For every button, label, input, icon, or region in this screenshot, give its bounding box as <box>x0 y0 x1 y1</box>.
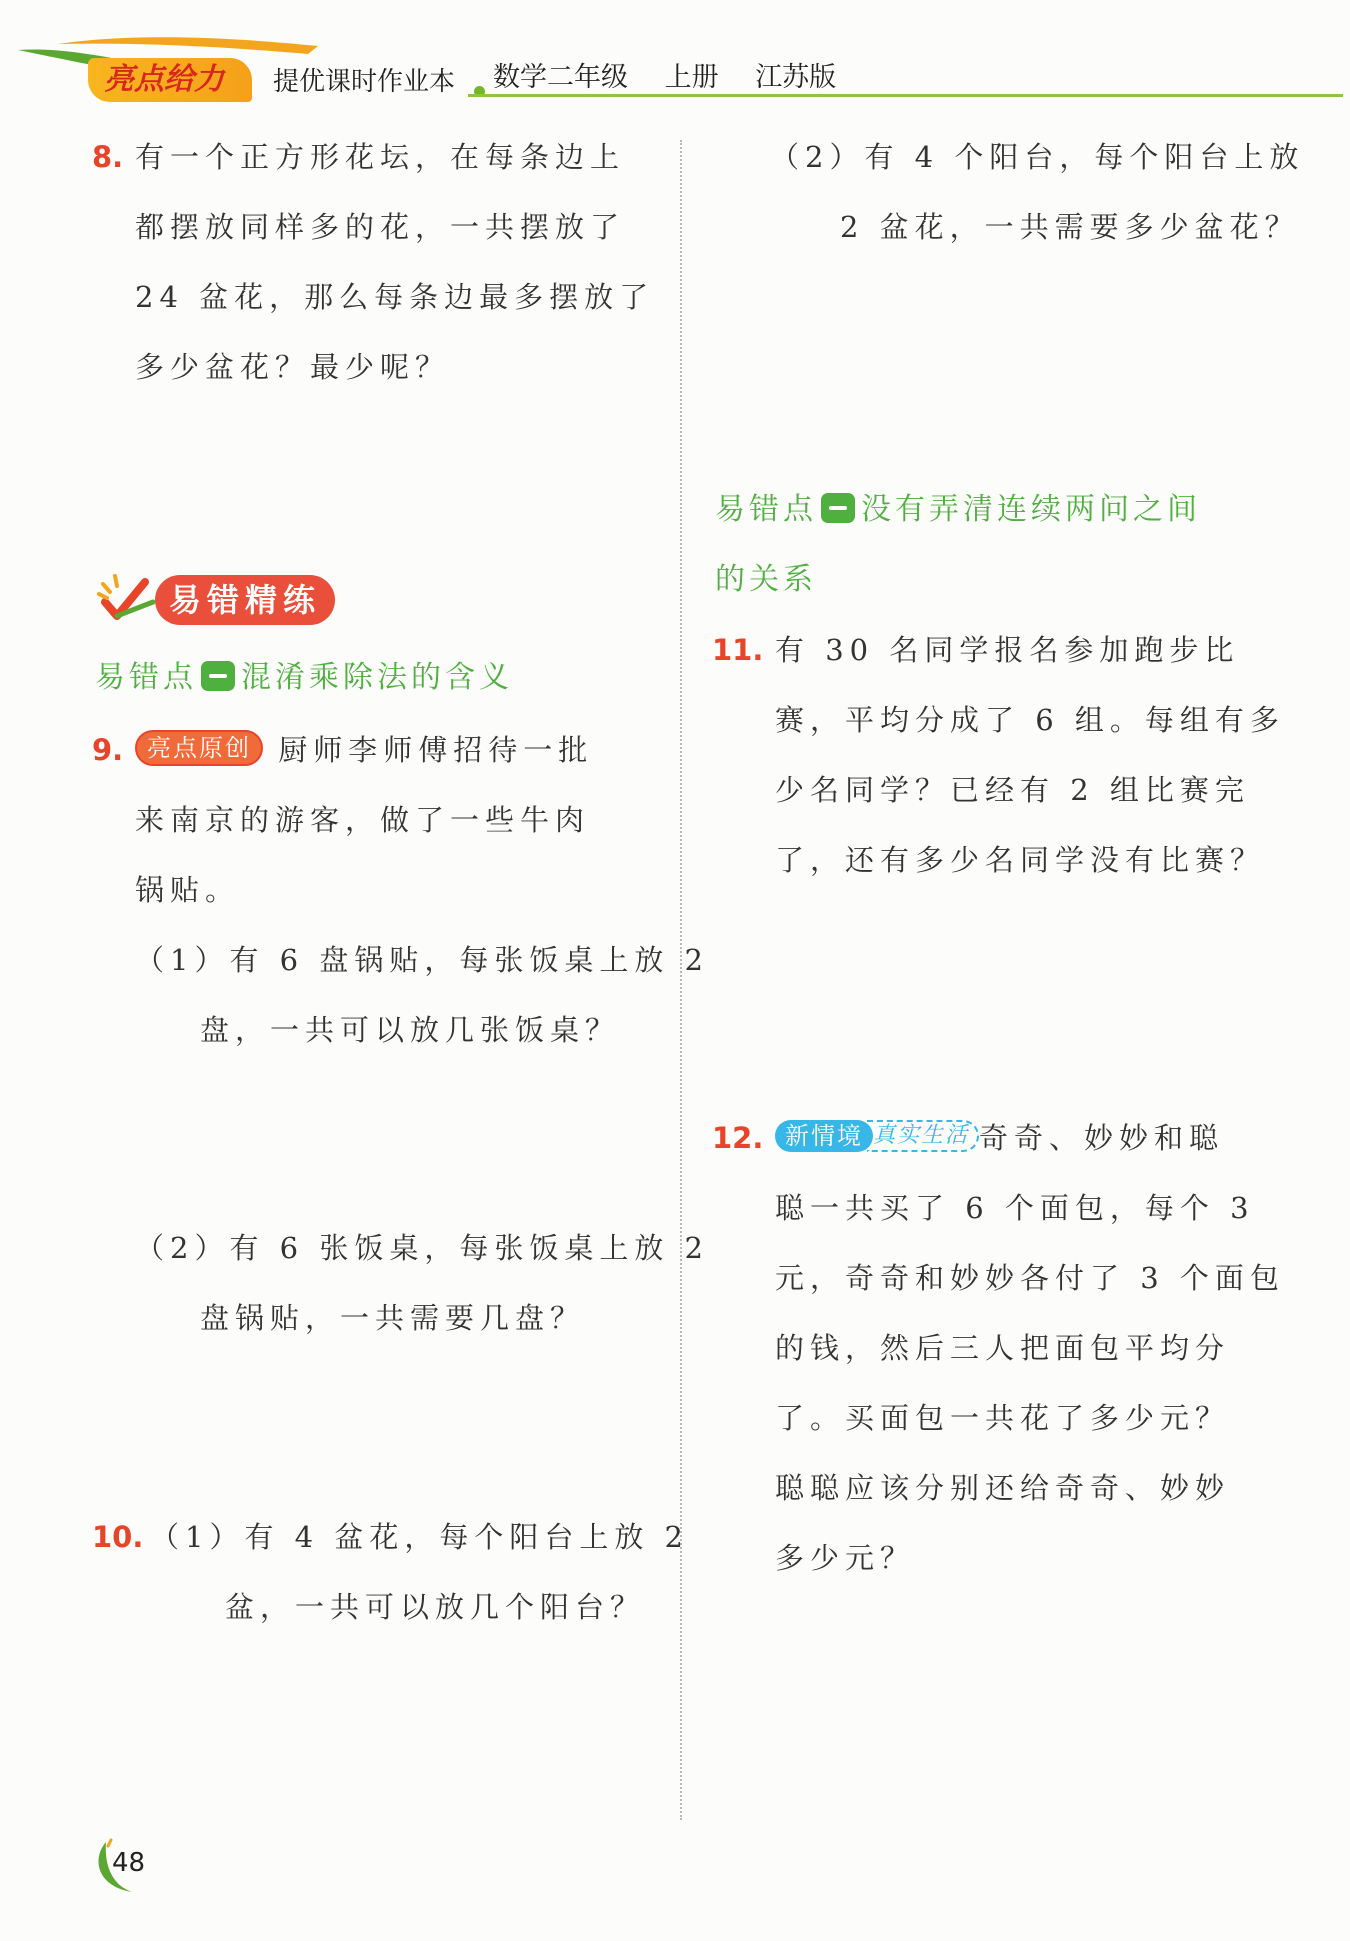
book-info <box>493 56 864 100</box>
q11-line-3: 少名同学？已经有 2 组比赛完 <box>775 773 1250 807</box>
question-number-8: 8. <box>92 140 124 174</box>
q9-part2-line-1: （2）有 6 张饭桌，每张饭桌上放 2 <box>135 1231 710 1265</box>
q9-part1-line-2: 盘，一共可以放几张饭桌？ <box>200 1013 621 1047</box>
q9-part2-line-2: 盘锅贴，一共需要几盘？ <box>200 1301 586 1335</box>
error-point-text: 混淆乘除法的含义 <box>241 660 513 695</box>
q9-line-3: 锅贴。 <box>135 873 241 907</box>
q12-line-6: 聪聪应该分别还给奇奇、妙妙 <box>775 1471 1231 1505</box>
page-header <box>18 36 1343 106</box>
question-number-11: 11. <box>712 633 764 667</box>
q12-line-7: 多少元？ <box>775 1541 916 1575</box>
q8-line-2: 都摆放同样多的花，一共摆放了 <box>135 210 626 244</box>
number-two-tag-icon <box>821 493 855 523</box>
q12-line-1 <box>775 1103 1224 1173</box>
q12-line-5: 了。买面包一共花了多少元？ <box>775 1401 1231 1435</box>
error-point-2-text: 没有弄清连续两问之间 <box>861 492 1201 527</box>
q10-part1-line-2: 盆，一共可以放几个阳台？ <box>225 1590 646 1624</box>
question-number-12: 12. <box>712 1121 764 1155</box>
q9-line-2: 来南京的游客，做了一些牛肉 <box>135 803 591 837</box>
q8-line-4: 多少盆花？最少呢？ <box>135 350 451 384</box>
q9-line-1 <box>135 715 593 785</box>
q10-part1-line-1: （1）有 4 盆花，每个阳台上放 2 <box>150 1520 690 1554</box>
error-point-prefix: 易错点 <box>95 660 197 695</box>
error-point-2-prefix: 易错点 <box>715 492 817 527</box>
subject-grade: 数学二年级 <box>493 62 628 93</box>
q10-part2-line-2: 2 盆花，一共需要多少盆花？ <box>840 210 1300 244</box>
q12-line-1-text: 奇奇、妙妙和聪 <box>979 1121 1225 1155</box>
brand-subtitle: 提优课时作业本 <box>273 67 456 97</box>
q12-line-4: 的钱，然后三人把面包平均分 <box>775 1331 1231 1365</box>
page-number: 48 <box>112 1848 146 1878</box>
q12-line-3: 元，奇奇和妙妙各付了 3 个面包 <box>775 1261 1285 1295</box>
q9-part1-line-1: （1）有 6 盘锅贴，每张饭桌上放 2 <box>135 943 710 977</box>
question-number-10: 10. <box>92 1520 144 1554</box>
q11-line-2: 赛，平均分成了 6 组。每组有多 <box>775 703 1285 737</box>
q11-line-1: 有 30 名同学报名参加跑步比 <box>775 633 1240 667</box>
volume: 上册 <box>664 62 719 93</box>
brand-logo: 亮点给力 <box>88 58 252 102</box>
question-number-9: 9. <box>92 733 124 767</box>
q10-part2-line-1: （2）有 4 个阳台，每个阳台上放 <box>770 140 1305 174</box>
q8-line-1: 有一个正方形花坛，在每条边上 <box>135 140 626 174</box>
error-point-2-text-cont: 的关系 <box>715 562 817 597</box>
error-point-1 <box>95 643 513 713</box>
q9-line-1-text: 厨师李师傅招待一批 <box>278 733 594 767</box>
q8-line-3: 24 盆花，那么每条边最多摆放了 <box>135 280 655 314</box>
number-one-tag-icon <box>201 661 235 691</box>
original-badge: 亮点原创 <box>135 730 263 766</box>
real-life-badge: 真实生活 <box>867 1120 979 1152</box>
q11-line-4: 了，还有多少名同学没有比赛？ <box>775 843 1266 877</box>
q12-line-2: 聪一共买了 6 个面包，每个 3 <box>775 1191 1255 1225</box>
section-badge: 易错精练 <box>155 575 335 625</box>
checkmark-sparkle-icon <box>95 572 157 628</box>
new-context-badge: 新情境 <box>775 1120 873 1152</box>
edition: 江苏版 <box>755 62 837 93</box>
error-point-2 <box>715 475 1201 545</box>
